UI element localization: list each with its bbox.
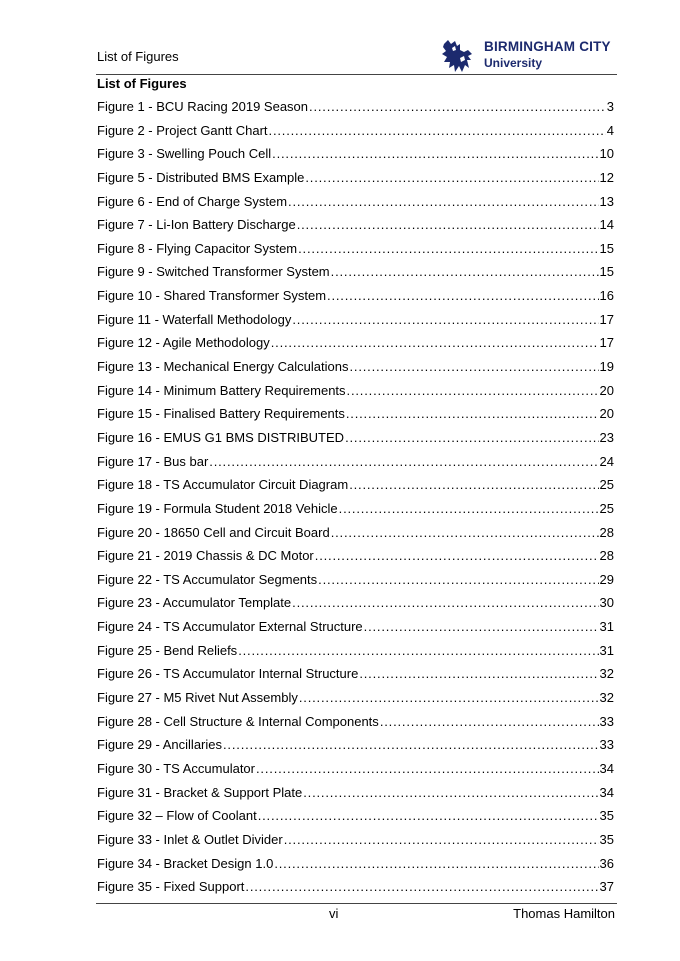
figure-entry-label[interactable]: Figure 32 – Flow of Coolant <box>97 808 257 824</box>
figure-entry-page[interactable]: 19 <box>599 359 614 375</box>
dot-leader <box>349 473 598 497</box>
figure-entry[interactable] <box>97 804 614 828</box>
figure-entry-label[interactable]: Figure 31 - Bracket & Support Plate <box>97 784 303 800</box>
figure-entry-label[interactable]: Figure 6 - End of Charge System <box>97 193 288 209</box>
figure-entry-label[interactable]: Figure 11 - Waterfall Methodology <box>97 311 292 327</box>
figure-entry-label[interactable]: Figure 2 - Project Gantt Chart <box>97 122 268 138</box>
figure-entry-label[interactable]: Figure 3 - Swelling Pouch Cell <box>97 146 272 162</box>
dot-leader <box>269 119 606 143</box>
figure-entry[interactable] <box>97 260 614 284</box>
dot-leader <box>271 331 599 355</box>
figure-entry-page[interactable]: 31 <box>599 619 614 635</box>
figure-entry-page[interactable]: 35 <box>599 808 614 824</box>
figure-entry-label[interactable]: Figure 7 - Li-Ion Battery Discharge <box>97 217 296 233</box>
figure-entry[interactable] <box>97 710 614 734</box>
logo-line-2: University <box>484 56 543 70</box>
figure-entry-page[interactable]: 14 <box>599 217 614 233</box>
figure-entry-label[interactable]: Figure 21 - 2019 Chassis & DC Motor <box>97 548 314 564</box>
figure-entry-label[interactable]: Figure 19 - Formula Student 2018 Vehicle <box>97 500 338 516</box>
figure-entry-label[interactable]: Figure 18 - TS Accumulator Circuit Diagram <box>97 477 349 493</box>
figure-entry-page[interactable]: 33 <box>599 737 614 753</box>
figure-entry-label[interactable]: Figure 35 - Fixed Support <box>97 879 245 895</box>
figure-entry-page[interactable]: 37 <box>599 879 614 895</box>
figure-entry[interactable] <box>97 213 614 237</box>
figure-entry[interactable] <box>97 568 614 592</box>
figure-entry[interactable] <box>97 781 614 805</box>
figure-entry-page[interactable]: 32 <box>599 666 614 682</box>
figure-entry-page[interactable]: 16 <box>599 288 614 304</box>
figure-entry-page[interactable]: 15 <box>599 240 614 256</box>
dot-leader <box>245 875 598 899</box>
figure-entry-page[interactable]: 35 <box>599 831 614 847</box>
dot-leader <box>209 450 598 474</box>
header-divider <box>96 74 617 75</box>
figure-entry-label[interactable]: Figure 22 - TS Accumulator Segments <box>97 571 318 587</box>
dot-leader <box>359 662 598 686</box>
university-logo <box>438 38 618 74</box>
figure-entry[interactable] <box>97 166 614 190</box>
figure-entry-page[interactable]: 17 <box>599 311 614 327</box>
figure-entry[interactable] <box>97 379 614 403</box>
figure-entry-page[interactable]: 3 <box>606 99 614 114</box>
dot-leader <box>345 426 598 450</box>
figure-entry-page[interactable]: 17 <box>599 335 614 351</box>
figure-entry[interactable] <box>97 521 614 545</box>
figure-entry[interactable] <box>97 237 614 261</box>
figure-entry[interactable] <box>97 355 614 379</box>
figure-entry[interactable] <box>97 95 614 119</box>
figure-entry-page[interactable]: 34 <box>599 784 614 800</box>
figure-entry-label[interactable]: Figure 23 - Accumulator Template <box>97 595 292 611</box>
dot-leader <box>347 379 599 403</box>
dot-leader <box>288 190 599 214</box>
figure-entry-page[interactable]: 28 <box>599 548 614 564</box>
footer-divider <box>96 903 617 904</box>
figure-entry[interactable] <box>97 308 614 332</box>
figure-entry-page[interactable]: 28 <box>599 524 614 540</box>
griffin-crest-icon <box>438 38 480 74</box>
dot-leader <box>331 521 599 545</box>
figure-entry[interactable] <box>97 402 614 426</box>
figure-entry[interactable] <box>97 473 614 497</box>
dot-leader <box>346 402 599 426</box>
logo-line-1: BIRMINGHAM CITY <box>484 39 611 54</box>
figure-entry-page[interactable]: 24 <box>599 453 614 469</box>
section-heading: List of Figures <box>97 76 187 91</box>
figure-entry-page[interactable]: 15 <box>599 264 614 280</box>
dot-leader <box>339 497 599 521</box>
dot-leader <box>303 781 598 805</box>
figure-entry-label[interactable]: Figure 25 - Bend Reliefs <box>97 642 238 658</box>
figure-entry[interactable] <box>97 142 614 166</box>
figure-entry-page[interactable]: 34 <box>599 760 614 776</box>
dot-leader <box>331 260 599 284</box>
dot-leader <box>380 710 599 734</box>
figure-entry[interactable] <box>97 639 614 663</box>
figure-entry-page[interactable]: 23 <box>599 429 614 445</box>
dot-leader <box>327 284 599 308</box>
dot-leader <box>258 804 599 828</box>
figure-entry-page[interactable]: 32 <box>599 690 614 706</box>
figure-entry-page[interactable]: 33 <box>599 713 614 729</box>
figure-entry[interactable] <box>97 828 614 852</box>
figure-entry[interactable] <box>97 331 614 355</box>
figure-entry-label[interactable]: Figure 30 - TS Accumulator <box>97 760 255 776</box>
figure-entry-label[interactable]: Figure 8 - Flying Capacitor System <box>97 240 298 256</box>
figure-entry[interactable] <box>97 591 614 615</box>
figure-entry-label[interactable]: Figure 15 - Finalised Battery Requirements <box>97 406 345 422</box>
figure-entry-label[interactable]: Figure 26 - TS Accumulator Internal Structure <box>97 666 359 682</box>
dot-leader <box>305 166 598 190</box>
figure-entry-label[interactable]: Figure 17 - Bus bar <box>97 453 209 469</box>
figure-entry[interactable] <box>97 426 614 450</box>
dot-leader <box>256 757 599 781</box>
figure-entry-page[interactable]: 12 <box>599 169 614 185</box>
figure-entry-label[interactable]: Figure 28 - Cell Structure & Internal Components <box>97 713 379 729</box>
figure-entry[interactable] <box>97 450 614 474</box>
figure-entry-page[interactable]: 10 <box>599 146 614 162</box>
figure-entry-label[interactable]: Figure 1 - BCU Racing 2019 Season <box>97 99 309 114</box>
figure-entry-label[interactable]: Figure 20 - 18650 Cell and Circuit Board <box>97 524 330 540</box>
figure-entry[interactable] <box>97 875 614 899</box>
figure-entry[interactable] <box>97 544 614 568</box>
figure-entry-label[interactable]: Figure 24 - TS Accumulator External Structure <box>97 619 363 635</box>
figure-list <box>97 95 614 899</box>
figure-entry-label[interactable]: Figure 10 - Shared Transformer System <box>97 288 327 304</box>
dot-leader <box>238 639 598 663</box>
dot-leader <box>318 568 598 592</box>
figure-entry-page[interactable]: 25 <box>599 500 614 516</box>
figure-entry-page[interactable]: 4 <box>606 122 614 138</box>
figure-entry[interactable] <box>97 686 614 710</box>
dot-leader <box>292 308 598 332</box>
figure-entry-label[interactable]: Figure 33 - Inlet & Outlet Divider <box>97 831 283 847</box>
figure-entry[interactable] <box>97 497 614 521</box>
figure-entry-page[interactable]: 20 <box>599 406 614 422</box>
dot-leader <box>349 355 598 379</box>
dot-leader <box>292 591 598 615</box>
figure-entry-page[interactable]: 31 <box>599 642 614 658</box>
figure-entry-page[interactable]: 30 <box>599 595 614 611</box>
figure-entry-page[interactable]: 13 <box>599 193 614 209</box>
figure-entry[interactable] <box>97 662 614 686</box>
footer-page-number: vi <box>329 906 339 921</box>
figure-entry-page[interactable]: 29 <box>599 571 614 587</box>
figure-entry-label[interactable]: Figure 12 - Agile Methodology <box>97 335 270 351</box>
figure-entry-page[interactable]: 20 <box>599 382 614 398</box>
figure-entry[interactable] <box>97 284 614 308</box>
dot-leader <box>223 733 599 757</box>
figure-entry-label[interactable]: Figure 14 - Minimum Battery Requirements <box>97 382 346 398</box>
running-header-title: List of Figures <box>97 49 179 64</box>
dot-leader <box>274 852 598 876</box>
dot-leader <box>297 213 599 237</box>
figure-entry-label[interactable]: Figure 13 - Mechanical Energy Calculations <box>97 359 349 375</box>
dot-leader <box>315 544 599 568</box>
figure-entry-label[interactable]: Figure 9 - Switched Transformer System <box>97 264 330 280</box>
figure-entry-label[interactable]: Figure 5 - Distributed BMS Example <box>97 169 305 185</box>
figure-entry[interactable] <box>97 190 614 214</box>
figure-entry[interactable] <box>97 733 614 757</box>
dot-leader <box>299 686 599 710</box>
figure-entry[interactable] <box>97 852 614 876</box>
figure-entry-page[interactable]: 25 <box>599 477 614 493</box>
dot-leader <box>298 237 598 261</box>
dot-leader <box>309 95 606 119</box>
dot-leader <box>284 828 599 852</box>
figure-entry-label[interactable]: Figure 29 - Ancillaries <box>97 737 222 753</box>
footer-author: Thomas Hamilton <box>513 906 615 921</box>
figure-entry-label[interactable]: Figure 34 - Bracket Design 1.0 <box>97 855 274 871</box>
figure-entry-page[interactable]: 36 <box>599 855 614 871</box>
figure-entry-label[interactable]: Figure 27 - M5 Rivet Nut Assembly <box>97 690 298 706</box>
dot-leader <box>272 142 598 166</box>
dot-leader <box>364 615 599 639</box>
figure-entry[interactable] <box>97 615 614 639</box>
figure-entry-label[interactable]: Figure 16 - EMUS G1 BMS DISTRIBUTED <box>97 429 345 445</box>
figure-entry[interactable] <box>97 757 614 781</box>
figure-entry[interactable] <box>97 119 614 143</box>
